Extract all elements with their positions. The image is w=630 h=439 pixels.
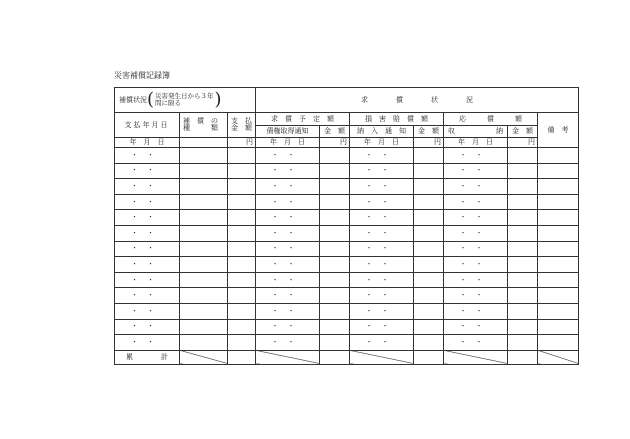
entry-cell[interactable] <box>320 241 350 257</box>
date-cell[interactable]: ・・ <box>256 210 320 226</box>
ledger-row <box>115 257 579 273</box>
date-cell[interactable]: ・・ <box>444 194 508 210</box>
entry-cell[interactable] <box>320 319 350 335</box>
total-response-amount[interactable] <box>508 350 538 364</box>
unit-yen: 円 <box>228 138 256 148</box>
entry-cell[interactable] <box>414 179 444 195</box>
entry-cell[interactable] <box>228 303 256 319</box>
entry-cell[interactable] <box>180 303 228 319</box>
amount-header-2: 金 額 <box>414 126 444 138</box>
date-cell[interactable]: ・・ <box>115 241 180 257</box>
total-label: 累 計 <box>115 350 180 364</box>
entry-cell[interactable] <box>228 148 256 164</box>
entry-cell[interactable] <box>320 225 350 241</box>
entry-cell[interactable] <box>228 194 256 210</box>
amount-header-3: 金 額 <box>508 126 538 138</box>
entry-cell[interactable] <box>228 179 256 195</box>
entry-cell[interactable] <box>228 210 256 226</box>
status-label: 補償状況 <box>119 95 147 104</box>
total-diagonal <box>350 350 414 364</box>
entry-cell[interactable] <box>228 163 256 179</box>
date-cell[interactable]: ・・ <box>350 303 414 319</box>
entry-cell[interactable] <box>508 241 538 257</box>
entry-cell[interactable] <box>508 319 538 335</box>
total-pay-amount[interactable] <box>228 350 256 364</box>
total-planned-amount[interactable] <box>320 350 350 364</box>
date-cell[interactable]: ・・ <box>444 257 508 273</box>
date-cell[interactable]: ・・ <box>350 210 414 226</box>
unit-yen: 円 <box>320 138 350 148</box>
entry-cell[interactable] <box>508 179 538 195</box>
date-cell[interactable]: ・・ <box>115 194 180 210</box>
entry-cell[interactable] <box>414 225 444 241</box>
unit-yen: 円 <box>508 138 538 148</box>
date-cell[interactable]: ・・ <box>115 257 180 273</box>
entry-cell[interactable] <box>320 272 350 288</box>
entry-cell[interactable] <box>508 257 538 273</box>
entry-cell[interactable] <box>320 335 350 351</box>
date-cell[interactable]: ・・ <box>350 335 414 351</box>
date-cell[interactable]: ・・ <box>444 335 508 351</box>
entry-cell[interactable] <box>228 272 256 288</box>
ledger-row <box>115 210 579 226</box>
entry-cell[interactable] <box>180 241 228 257</box>
entry-cell[interactable] <box>320 257 350 273</box>
entry-cell[interactable] <box>180 225 228 241</box>
entry-cell[interactable] <box>508 335 538 351</box>
entry-cell[interactable] <box>228 335 256 351</box>
entry-cell[interactable] <box>228 257 256 273</box>
entry-cell[interactable] <box>508 225 538 241</box>
ledger-row <box>115 303 579 319</box>
entry-cell[interactable] <box>228 225 256 241</box>
comp-type-header: 補 償 の 種 類 <box>180 113 228 138</box>
entry-cell[interactable] <box>414 241 444 257</box>
remarks-header: 備 考 <box>538 113 579 148</box>
date-cell[interactable]: ・・ <box>256 319 320 335</box>
date-cell[interactable]: ・・ <box>444 210 508 226</box>
entry-cell[interactable] <box>508 148 538 164</box>
date-cell[interactable]: ・・ <box>115 335 180 351</box>
date-cell[interactable]: ・・ <box>256 288 320 304</box>
entry-cell[interactable] <box>414 303 444 319</box>
entry-cell[interactable] <box>538 148 579 164</box>
entry-cell[interactable] <box>538 335 579 351</box>
unit-yen: 円 <box>414 138 444 148</box>
entry-cell[interactable] <box>180 319 228 335</box>
date-cell[interactable]: ・・ <box>256 257 320 273</box>
pay-date-header: 支払年月日 <box>115 113 180 138</box>
date-cell[interactable]: ・・ <box>444 303 508 319</box>
claim-notice-header: 債権取得通知 <box>256 126 320 138</box>
total-diagonal <box>444 350 508 364</box>
date-cell[interactable]: ・・ <box>444 163 508 179</box>
pay-amount-header: 支 払 金 額 <box>228 113 256 138</box>
open-paren: ( <box>147 89 155 110</box>
entry-cell[interactable] <box>508 163 538 179</box>
entry-cell[interactable] <box>228 288 256 304</box>
entry-cell[interactable] <box>180 210 228 226</box>
date-cell[interactable]: ・・ <box>350 148 414 164</box>
entry-cell[interactable] <box>508 303 538 319</box>
entry-cell[interactable] <box>538 241 579 257</box>
date-cell[interactable]: ・・ <box>350 241 414 257</box>
ledger-row <box>115 272 579 288</box>
amount-header-1: 金 額 <box>320 126 350 138</box>
entry-cell[interactable] <box>228 319 256 335</box>
date-cell[interactable]: ・・ <box>115 288 180 304</box>
date-cell[interactable]: ・・ <box>350 225 414 241</box>
date-cell[interactable]: ・・ <box>350 163 414 179</box>
ledger-row <box>115 241 579 257</box>
entry-cell[interactable] <box>508 194 538 210</box>
unit-date: 年 月 日 <box>350 138 414 148</box>
entry-cell[interactable] <box>180 335 228 351</box>
date-cell[interactable]: ・・ <box>115 272 180 288</box>
entry-cell[interactable] <box>414 257 444 273</box>
entry-cell[interactable] <box>538 257 579 273</box>
entry-cell[interactable] <box>180 163 228 179</box>
entry-cell[interactable] <box>538 319 579 335</box>
date-cell[interactable]: ・・ <box>256 163 320 179</box>
date-cell[interactable]: ・・ <box>444 319 508 335</box>
entry-cell[interactable] <box>508 288 538 304</box>
damages-header: 損 害 賠 償 額 <box>350 113 444 126</box>
date-cell[interactable]: ・・ <box>444 179 508 195</box>
date-cell[interactable]: ・・ <box>256 225 320 241</box>
date-cell[interactable]: ・・ <box>256 335 320 351</box>
close-paren: ) <box>214 89 222 110</box>
response-header: 応 償 額 <box>444 113 538 126</box>
date-cell[interactable]: ・・ <box>256 303 320 319</box>
status-condition: 災害発生日から３年 間に限る <box>155 91 214 107</box>
ledger-row <box>115 335 579 351</box>
entry-cell[interactable] <box>180 179 228 195</box>
ledger-row <box>115 319 579 335</box>
date-cell[interactable]: ・・ <box>444 148 508 164</box>
entry-cell[interactable] <box>180 148 228 164</box>
entry-cell[interactable] <box>538 179 579 195</box>
ledger-row <box>115 288 579 304</box>
ledger-row <box>115 194 579 210</box>
entry-cell[interactable] <box>414 335 444 351</box>
ledger-title: 災害補償記録簿 <box>114 71 170 80</box>
date-cell[interactable]: ・・ <box>115 225 180 241</box>
payment-notice-header: 納 入 通 知 <box>350 126 414 138</box>
date-cell[interactable]: ・・ <box>115 319 180 335</box>
date-cell[interactable]: ・・ <box>350 179 414 195</box>
total-diagonal <box>180 350 228 364</box>
date-cell[interactable]: ・・ <box>444 241 508 257</box>
date-cell[interactable]: ・・ <box>350 194 414 210</box>
entry-cell[interactable] <box>538 303 579 319</box>
entry-cell[interactable] <box>320 148 350 164</box>
unit-date: 年 月 日 <box>115 138 180 148</box>
entry-cell[interactable] <box>538 272 579 288</box>
entry-cell[interactable] <box>508 272 538 288</box>
entry-cell[interactable] <box>538 288 579 304</box>
entry-cell[interactable] <box>414 319 444 335</box>
date-cell[interactable]: ・・ <box>256 272 320 288</box>
entry-cell[interactable] <box>414 210 444 226</box>
entry-cell[interactable] <box>320 210 350 226</box>
entry-cell[interactable] <box>508 210 538 226</box>
total-diagonal <box>538 350 579 364</box>
date-cell[interactable]: ・・ <box>115 163 180 179</box>
entry-cell[interactable] <box>414 148 444 164</box>
entry-cell[interactable] <box>180 288 228 304</box>
date-cell[interactable]: ・・ <box>256 179 320 195</box>
date-cell[interactable]: ・・ <box>350 257 414 273</box>
unit-date: 年 月 日 <box>444 138 508 148</box>
date-cell[interactable]: ・・ <box>115 148 180 164</box>
date-cell[interactable]: ・・ <box>444 225 508 241</box>
entry-cell[interactable] <box>320 194 350 210</box>
date-cell[interactable]: ・・ <box>256 194 320 210</box>
ledger-row <box>115 163 579 179</box>
date-cell[interactable]: ・・ <box>350 288 414 304</box>
ledger-row <box>115 148 579 164</box>
date-cell[interactable]: ・・ <box>115 179 180 195</box>
entry-cell[interactable] <box>180 194 228 210</box>
entry-cell[interactable] <box>320 288 350 304</box>
date-cell[interactable]: ・・ <box>444 272 508 288</box>
claim-situation-header: 求 償 状 況 <box>256 88 579 113</box>
entry-cell[interactable] <box>538 194 579 210</box>
entry-cell[interactable] <box>414 163 444 179</box>
entry-cell[interactable] <box>414 288 444 304</box>
date-cell[interactable]: ・・ <box>115 210 180 226</box>
ledger-row <box>115 179 579 195</box>
entry-cell[interactable] <box>228 241 256 257</box>
entry-cell[interactable] <box>538 210 579 226</box>
date-cell[interactable]: ・・ <box>115 303 180 319</box>
receipt-header: 収 納 <box>444 126 508 138</box>
entry-cell[interactable] <box>320 163 350 179</box>
entry-cell[interactable] <box>320 179 350 195</box>
entry-cell[interactable] <box>320 303 350 319</box>
status-header-cell <box>115 88 256 113</box>
date-cell[interactable]: ・・ <box>350 272 414 288</box>
date-cell[interactable]: ・・ <box>256 241 320 257</box>
total-damages-amount[interactable] <box>414 350 444 364</box>
date-cell[interactable]: ・・ <box>256 148 320 164</box>
ledger-row <box>115 225 579 241</box>
date-cell[interactable]: ・・ <box>444 288 508 304</box>
entry-cell[interactable] <box>538 163 579 179</box>
date-cell[interactable]: ・・ <box>350 319 414 335</box>
compensation-ledger-table <box>114 87 579 365</box>
entry-cell[interactable] <box>414 194 444 210</box>
planned-claim-header: 求 償 予 定 額 <box>256 113 350 126</box>
unit-date: 年 月 日 <box>256 138 320 148</box>
entry-cell[interactable] <box>180 257 228 273</box>
entry-cell[interactable] <box>180 272 228 288</box>
entry-cell[interactable] <box>414 272 444 288</box>
entry-cell[interactable] <box>538 225 579 241</box>
total-diagonal <box>256 350 320 364</box>
